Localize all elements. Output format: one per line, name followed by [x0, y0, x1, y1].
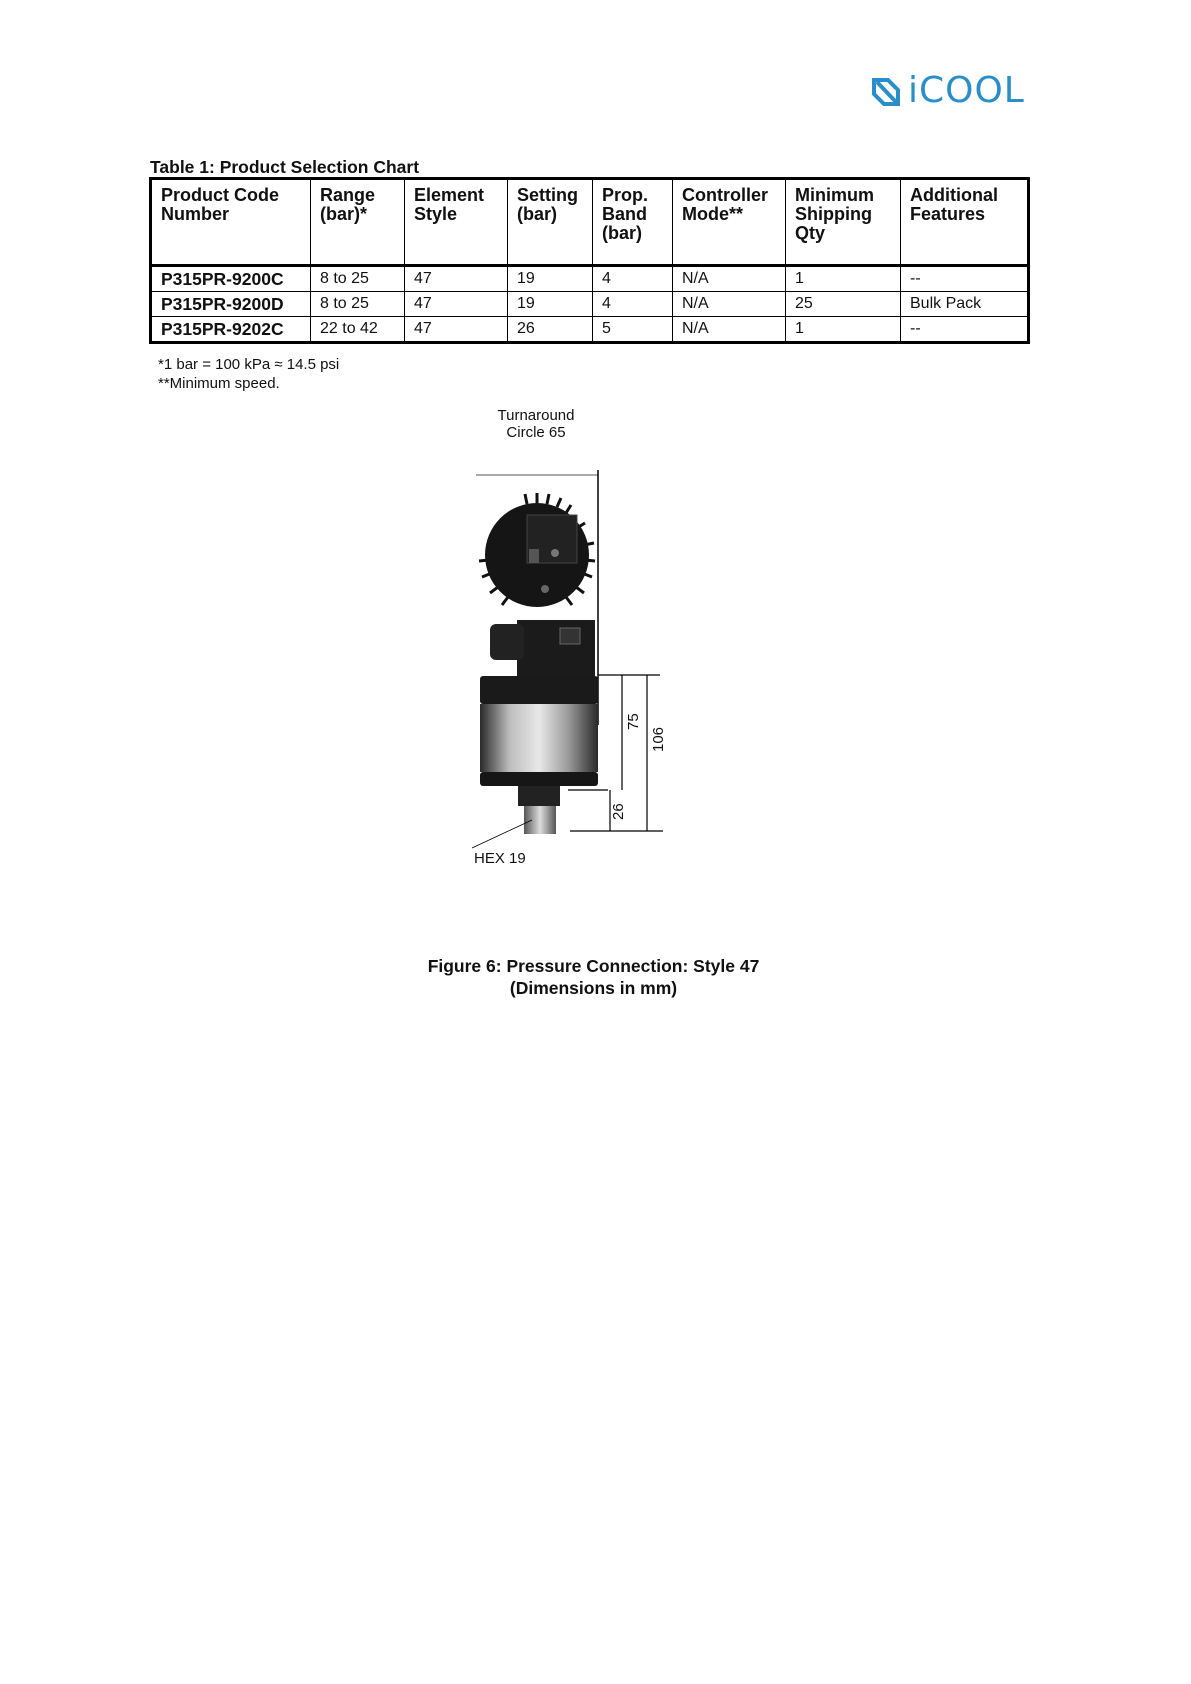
table-cell: 5: [593, 317, 673, 343]
turnaround-label-line1: Turnaround: [497, 407, 575, 424]
table-cell: 47: [405, 266, 508, 292]
footnote-speed: **Minimum speed.: [158, 375, 280, 392]
table-row: [151, 317, 1029, 343]
table-cell: 1: [786, 317, 901, 343]
dimension-106: 106: [650, 726, 667, 752]
hex-label: HEX 19: [474, 850, 526, 867]
header-cell: Minimum Shipping Qty: [786, 179, 901, 266]
table-cell: 47: [405, 317, 508, 343]
header-cell: Prop. Band (bar): [593, 179, 673, 266]
dimension-26: 26: [610, 803, 627, 820]
product-selection-table: [149, 177, 1030, 344]
table-cell: 19: [508, 292, 593, 317]
figure-caption-units: (Dimensions in mm): [509, 978, 678, 998]
icool-logo-icon: [872, 76, 900, 106]
table-cell: 8 to 25: [311, 266, 405, 292]
turnaround-label-line2: Circle 65: [506, 424, 566, 441]
figure-caption: Figure 6: Pressure Connection: Style 47: [427, 956, 760, 976]
header-cell: Element Style: [405, 179, 508, 266]
table-header-row: [151, 179, 1029, 266]
table-cell: N/A: [673, 317, 786, 343]
header-cell: Range (bar)*: [311, 179, 405, 266]
brand-name: iCOOL: [908, 70, 1025, 111]
table-cell: 4: [593, 292, 673, 317]
table-cell: 1: [786, 266, 901, 292]
table-cell: 8 to 25: [311, 292, 405, 317]
header-cell: Additional Features: [901, 179, 1029, 266]
table-cell: P315PR-9202C: [161, 319, 284, 339]
table-cell: P315PR-9200C: [151, 266, 311, 292]
top-view: [479, 493, 595, 607]
table-title: Table 1: Product Selection Chart: [150, 157, 420, 177]
header-cell: Product Code Number: [151, 179, 311, 266]
footnote-pressure: *1 bar = 100 kPa ≈ 14.5 psi: [158, 356, 340, 373]
table-cell: N/A: [673, 266, 786, 292]
table-row: [151, 266, 1029, 292]
table-cell: Bulk Pack: [901, 292, 1029, 317]
pressure-connection-figure: [460, 407, 690, 920]
table-cell: --: [901, 266, 1029, 292]
table-cell: 19: [508, 266, 593, 292]
table-cell: 4: [593, 266, 673, 292]
header-cell: Controller Mode**: [673, 179, 786, 266]
dimension-75: 75: [625, 713, 642, 730]
side-view: [480, 620, 598, 834]
table-cell: N/A: [673, 292, 786, 317]
brand-logo: [872, 70, 1025, 111]
table-row: [151, 292, 1029, 317]
table-cell: 22 to 42: [311, 317, 405, 343]
sensor-drawing: [460, 440, 690, 920]
header-cell: Setting (bar): [508, 179, 593, 266]
table-cell: 25: [786, 292, 901, 317]
table-cell: 47: [405, 292, 508, 317]
table-cell: P315PR-9200D: [151, 292, 311, 317]
table-cell: --: [901, 317, 1029, 343]
table-cell: 26: [508, 317, 593, 343]
